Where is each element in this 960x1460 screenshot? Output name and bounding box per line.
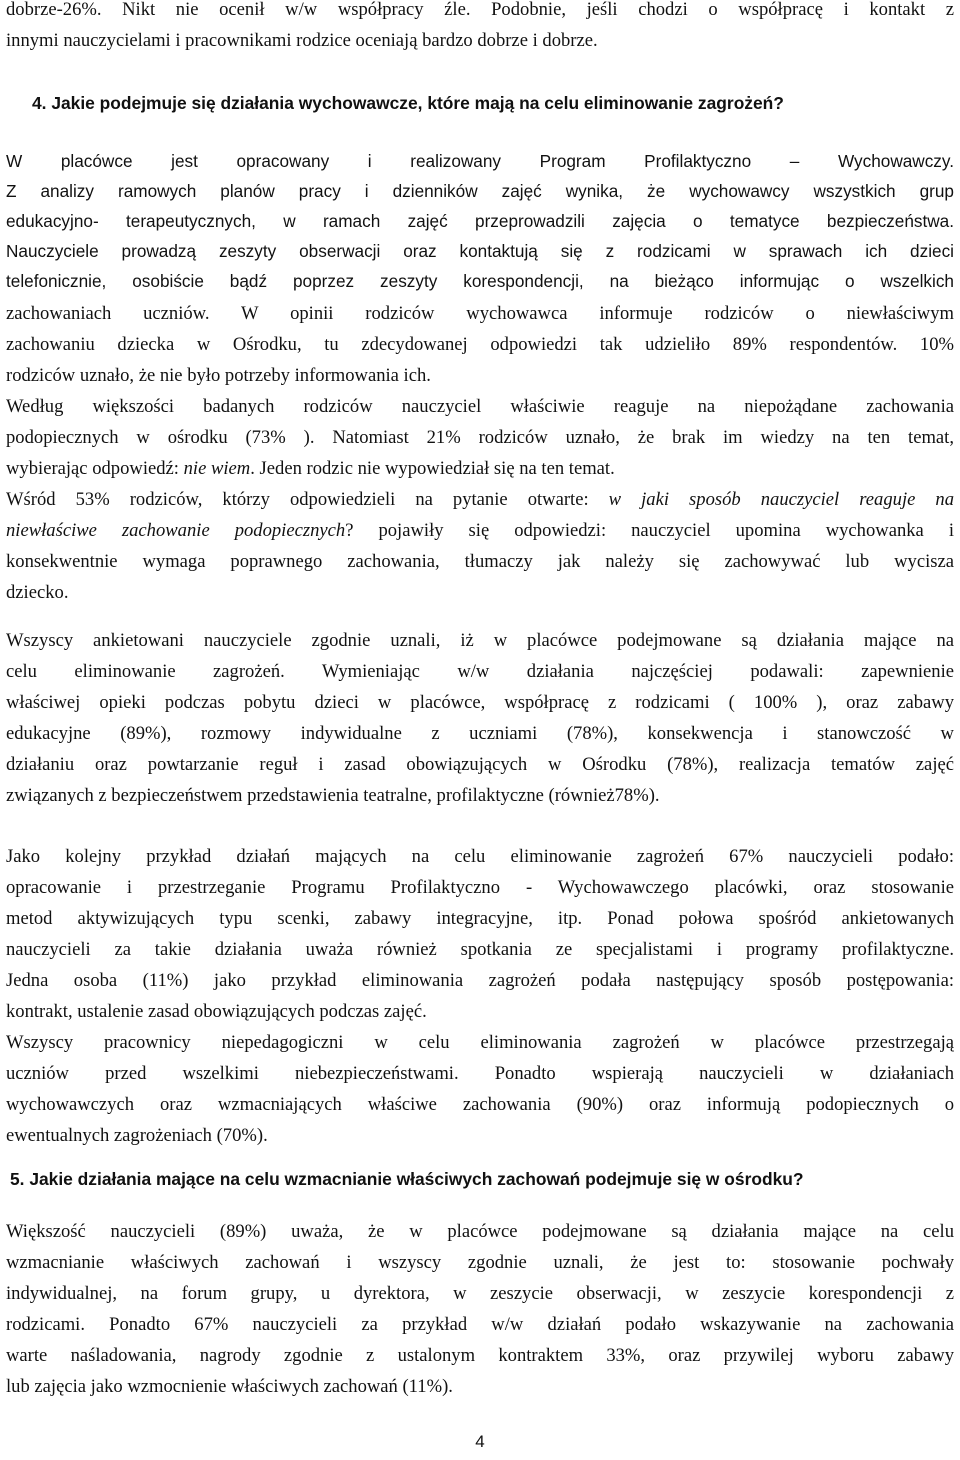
paragraph-line: lub zajęcia jako wzmocnienie właściwych zachowań (11%).: [6, 1376, 453, 1397]
paragraph-line: dziecko.: [6, 582, 69, 603]
paragraph-line: Z analizy ramowych planów pracy i dzienników zajęć wynika, że wychowawcy wszystkich grup: [6, 181, 954, 201]
paragraph-line: Wszyscy pracownicy niepedagogiczni w celu eliminowania zagrożeń w placówce przestrzegają: [6, 1032, 954, 1053]
emphasis-text: w jaki sposób nauczyciel reaguje na: [608, 489, 954, 510]
paragraph-line: Nauczyciele prowadzą zeszyty obserwacji oraz kontaktują się z rodzicami w sprawach ich dzieci: [6, 241, 954, 261]
paragraph-line: dobrze-26%. Nikt nie ocenił w/w współpracy źle. Podobnie, jeśli chodzi o współpracę i kontakt z: [6, 0, 954, 20]
paragraph-line: właściwej opieki podczas pobytu dzieci w placówce, współpracę z rodzicami ( 100% ), oraz zabawy: [6, 692, 954, 713]
paragraph-line: zachowaniach uczniów. W opinii rodziców wychowawca informuje rodziców o niewłaściwym: [6, 303, 954, 324]
page-number: 4: [475, 1432, 485, 1451]
paragraph-line: innymi nauczycielami i pracownikami rodzice oceniają bardzo dobrze i dobrze.: [6, 30, 598, 51]
paragraph-line: wychowawczych oraz wzmacniających właściwe zachowania (90%) oraz informują podopiecznych o: [6, 1094, 954, 1115]
paragraph-line: Jako kolejny przykład działań mających na celu eliminowanie zagrożeń 67% nauczycieli podało:: [6, 846, 954, 867]
paragraph-line: związanych z bezpieczeństwem przedstawienia teatralne, profilaktyczne (również78%).: [6, 785, 660, 806]
paragraph-line: ewentualnych zagrożeniach (70%).: [6, 1125, 268, 1146]
paragraph-line: telefonicznie, osobiście bądź poprzez zeszyty korespondencji, na bieżąco informując o wszelkich: [6, 271, 954, 291]
paragraph-line: celu eliminowanie zagrożeń. Wymieniając w/w działania najczęściej podawali: zapewnienie: [6, 661, 954, 682]
paragraph-line: Jedna osoba (11%) jako przykład eliminowania zagrożeń podała następujący sposób postępowania:: [6, 970, 954, 991]
paragraph-line: edukacyjne (89%), rozmowy indywidualne z uczniami (78%), konsekwencja i stanowczość w: [6, 723, 954, 744]
paragraph-line: [6, 453, 954, 484]
section-heading: 5. Jakie działania mające na celu wzmacnianie właściwych zachowań podejmuje się w ośrodku?: [10, 1169, 804, 1189]
paragraph-line: uczniów przed wszelkimi niebezpieczeństwami. Ponadto wspierają nauczycieli w działaniach: [6, 1063, 954, 1084]
paragraph-line: indywidualnej, na forum grupy, u dyrektora, w zeszycie obserwacji, w zeszycie korespondencji z: [6, 1283, 954, 1304]
paragraph-line: W placówce jest opracowany i realizowany Program Profilaktyczno – Wychowawczy.: [6, 151, 954, 171]
section-heading: 4. Jakie podejmuje się działania wychowawcze, które mają na celu eliminowanie zagrożeń?: [32, 93, 784, 113]
paragraph-line: edukacyjno- terapeutycznych, w ramach zajęć przeprowadzili zajęcia o tematyce bezpieczeństwa.: [6, 211, 954, 231]
paragraph-line: Według większości badanych rodziców nauczyciel właściwie reaguje na niepożądane zachowania: [6, 396, 954, 417]
paragraph-line: konsekwentnie wymaga poprawnego zachowania, tłumaczy jak należy się zachowywać lub wycisza: [6, 551, 954, 572]
paragraph-line: opracowanie i przestrzeganie Programu Profilaktyczno - Wychowawczego placówki, oraz stosowanie: [6, 877, 954, 898]
paragraph-line: metod aktywizujących typu scenki, zabawy integracyjne, itp. Ponad połowa spośród ankietowanych: [6, 908, 954, 929]
paragraph-line: [6, 484, 954, 515]
text-run: Wśród 53% rodziców, którzy odpowiedzieli na pytanie otwarte:: [6, 489, 609, 510]
paragraph-line: kontrakt, ustalenie zasad obowiązujących podczas zajęć.: [6, 1001, 427, 1022]
paragraph-line: wzmacnianie właściwych zachowań i wszyscy zgodnie uznali, że jest to: stosowanie pochwały: [6, 1252, 954, 1273]
paragraph-line: [6, 515, 954, 546]
paragraph-line: rodziców uznało, że nie było potrzeby informowania ich.: [6, 365, 431, 386]
paragraph-line: działaniu oraz powtarzanie reguł i zasad obowiązujących w Ośrodku (78%), realizacja tematów zajęć: [6, 754, 954, 775]
text-run: ? pojawiły się odpowiedzi: nauczyciel upomina wychowanka i: [345, 520, 954, 541]
paragraph-line: rodzicami. Ponadto 67% nauczycieli za przykład w/w działań podało wskazywanie na zachowania: [6, 1314, 954, 1335]
paragraph-line: zachowaniu dziecka w Ośrodku, tu zdecydowanej odpowiedzi tak udzieliło 89% respondentów. 10%: [6, 334, 954, 355]
paragraph-line: Większość nauczycieli (89%) uważa, że w placówce podejmowane są działania mające na celu: [6, 1221, 954, 1242]
text-run: . Jeden rodzic nie wypowiedział się na ten temat.: [250, 458, 615, 479]
paragraph-line: podopiecznych w ośrodku (73% ). Natomiast 21% rodziców uznało, że brak im wiedzy na ten temat,: [6, 427, 954, 448]
paragraph-line: Wszyscy ankietowani nauczyciele zgodnie uznali, iż w placówce podejmowane są działania mające na: [6, 630, 954, 651]
paragraph-line: nauczycieli za takie działania uważa również spotkania ze specjalistami i programy profilaktyczne.: [6, 939, 954, 960]
text-run: wybierając odpowiedź:: [6, 458, 184, 479]
emphasis-text: nie wiem: [183, 458, 251, 479]
paragraph-line: warte naśladowania, nagrody zgodnie z ustalonym kontraktem 33%, oraz przywilej wyboru zabawy: [6, 1345, 954, 1366]
emphasis-text: niewłaściwe zachowanie podopiecznych: [6, 520, 346, 541]
